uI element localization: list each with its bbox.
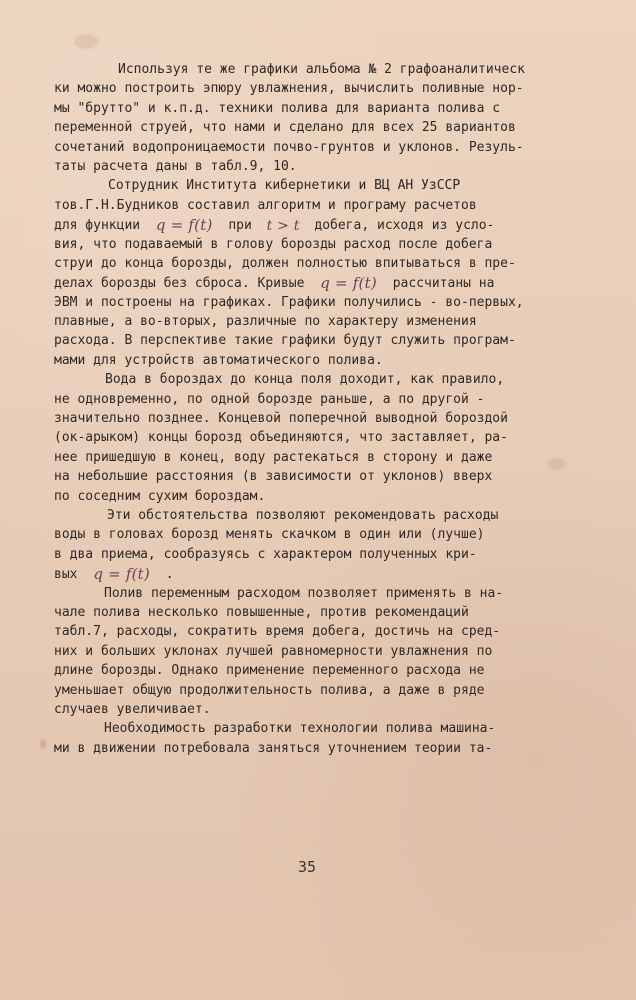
text-line: чале полива несколько повышенные, против рекомендаций (54, 604, 469, 620)
text-line: них и больших уклонах лучшей равномерности увлажнения по (54, 643, 493, 659)
text-line: ЭВМ и построены на графиках. Графики получились - во-первых, (54, 294, 524, 310)
text-line: таты расчета даны в табл.9, 10. (54, 158, 297, 174)
text-line: плавные, а во-вторых, различные по характеру изменения (54, 314, 477, 330)
text-line-with-formula: делах борозды без сброса. Кривые q = f(t) рассчитаны на (54, 274, 495, 293)
text-line: в два приема, сообразуясь с характером полученных кри- (54, 546, 477, 562)
text-line: вия, что подаваемый в голову борозды расход после добега (54, 236, 493, 252)
paper-stain-top (74, 34, 98, 49)
text-line: Используя те же графики альбома № 2 графоаналитическ (118, 62, 525, 77)
handwritten-formula: q = f(t) (93, 565, 150, 584)
text-line: расхода. В перспективе такие графики будут служить програм- (54, 333, 516, 349)
text-line: воды в головах борозд менять скачком в один или (лучше) (54, 527, 485, 543)
text-line: ми в движении потребовала заняться уточнением теории та- (54, 740, 493, 756)
text-line: Полив переменным расходом позволяет применять в на- (104, 585, 504, 601)
text-line: длине борозды. Однако применение переменного расхода не (54, 663, 485, 679)
text-line: Эти обстоятельства позволяют рекомендовать расходы (107, 507, 499, 523)
handwritten-formula: q = f(t) (320, 274, 377, 293)
text-line: (ок-арыком) концы борозд объединяются, что заставляет, ра- (54, 430, 508, 446)
text-line: сочетаний водопроницаемости почво-грунтов и уклонов. Резуль- (54, 139, 524, 155)
text-line: уменьшает общую продолжительность полива, а даже в ряде (54, 682, 485, 698)
text-line: мы "брутто" и к.п.д. техники полива для варианта полива с (54, 100, 501, 116)
text-line: не одновременно, по одной борозде раньше, а по другой - (54, 391, 485, 407)
text-line: Вода в бороздах до конца поля доходит, как правило, (105, 372, 505, 388)
text-line: по соседним сухим бороздам. (54, 488, 266, 504)
main-text (54, 60, 564, 758)
text-line: значительно позднее. Концевой поперечной выводной бороздой (54, 411, 508, 427)
text-line: тов.Г.Н.Будников составил алгоритм и програму расчетов (54, 197, 477, 213)
text-line: Сотрудник Института кибернетики и ВЦ АН УзССР (108, 178, 461, 194)
handwritten-formula: t > t (266, 218, 300, 235)
text-line: случаев увеличивает. (54, 701, 211, 717)
text-line: нее пришедшую в конец, воду растекаться в сторону и даже (54, 449, 493, 465)
handwritten-formula: q = f(t) (155, 216, 213, 235)
text-line: переменной струей, что нами и сделано для всех 25 вариантов (54, 120, 516, 136)
text-line: табл.7, расходы, сократить время добега, достичь на сред- (54, 624, 501, 640)
text-line: мами для устройств автоматического полива. (54, 352, 383, 368)
paper-stain-left (40, 739, 46, 749)
page-number: 35 (297, 858, 317, 876)
text-line-with-formula: вых q = f(t) . (54, 565, 174, 584)
text-line: на небольшие расстояния (в зависимости от уклонов) вверх (54, 469, 493, 485)
text-line: ки можно построить эпюру увлажнения, вычислить поливные нор- (54, 81, 524, 97)
text-line: Необходимость разработки технологии полива машина- (104, 721, 496, 737)
text-line: струи до конца борозды, должен полностью впитываться в пре- (54, 255, 516, 271)
text-line-with-formula: для функции q = f(t) при t > t добега, исходя из усло- (54, 215, 564, 234)
